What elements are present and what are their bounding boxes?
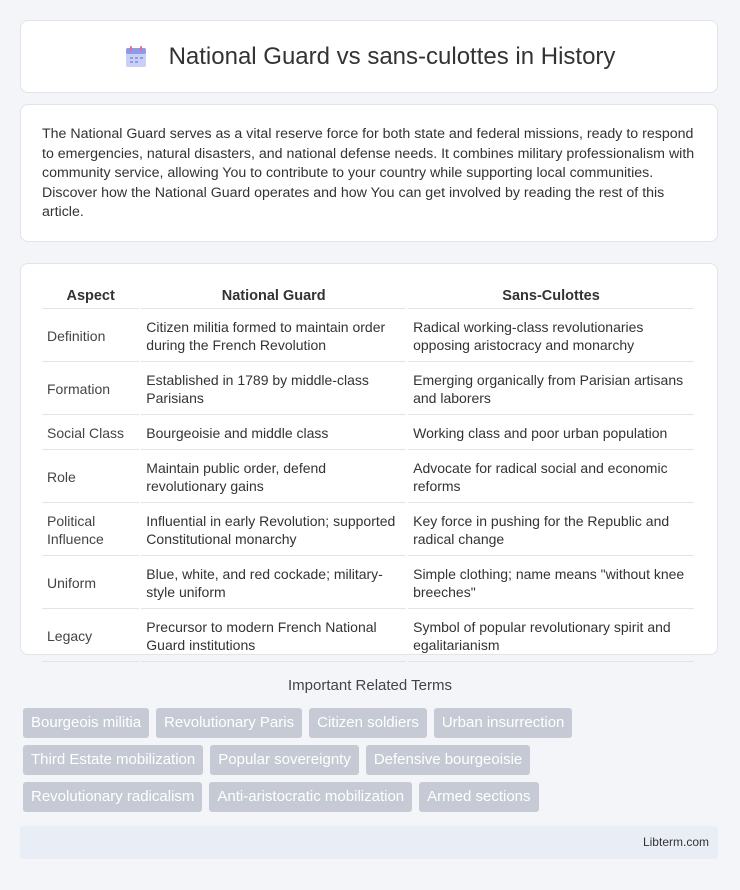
footer [20,826,718,859]
table-cell-aspect: Legacy [42,611,139,662]
table-row [42,611,694,662]
table-cell-sans-culottes: Emerging organically from Parisian artisans and laborers [408,364,694,415]
related-term-tag[interactable]: Bourgeois militia [23,708,149,738]
related-term-tag[interactable]: Urban insurrection [434,708,573,738]
related-terms-heading: Important Related Terms [288,677,452,694]
column-header-national-guard: National Guard [141,284,406,309]
page-title: National Guard vs sans-culottes in History [168,42,616,70]
related-term-tag[interactable]: Armed sections [419,782,538,812]
table-cell-aspect: Political Influence [42,505,139,556]
tag-row [23,745,723,775]
table-cell-aspect: Role [42,452,139,503]
related-term-tag[interactable]: Third Estate mobilization [23,745,203,775]
table-cell-aspect: Definition [42,311,139,362]
table-cell-aspect: Social Class [42,417,139,450]
comparison-card [20,263,718,655]
table-cell-national-guard: Blue, white, and red cockade; military-style uniform [141,558,406,609]
related-term-tag[interactable]: Citizen soldiers [309,708,427,738]
column-header-sans-culottes: Sans-Culottes [408,284,694,309]
tag-row [23,782,723,812]
related-term-tag[interactable]: Anti-aristocratic mobilization [209,782,412,812]
table-cell-sans-culottes: Key force in pushing for the Republic and radical change [408,505,694,556]
intro-paragraph: The National Guard serves as a vital reserve force for both state and federal missions, ready to respond to emergencies, natural disasters, and national defense needs. It combines military professionalism with community service, allowing You to contribute to your country while supporting local communities. Discover how the National Guard operates and how You can get involved by reading the rest of this article. [42,126,695,221]
column-header-aspect: Aspect [42,284,139,309]
table-cell-national-guard: Influential in early Revolution; supported Constitutional monarchy [141,505,406,556]
table-cell-sans-culottes: Symbol of popular revolutionary spirit and egalitarianism [408,611,694,662]
comparison-table [40,282,696,664]
intro-card [20,104,718,242]
table-row [42,452,694,503]
related-term-tag[interactable]: Revolutionary radicalism [23,782,202,812]
table-cell-aspect: Uniform [42,558,139,609]
related-term-tag[interactable]: Defensive bourgeoisie [366,745,530,775]
tag-row [23,708,723,738]
table-cell-national-guard: Maintain public order, defend revolutionary gains [141,452,406,503]
table-cell-sans-culottes: Simple clothing; name means "without knee breeches" [408,558,694,609]
table-row [42,311,694,362]
calendar-icon [123,44,149,70]
table-cell-sans-culottes: Advocate for radical social and economic reforms [408,452,694,503]
table-cell-national-guard: Citizen militia formed to maintain order during the French Revolution [141,311,406,362]
table-cell-sans-culottes: Radical working-class revolutionaries opposing aristocracy and monarchy [408,311,694,362]
table-cell-aspect: Formation [42,364,139,415]
table-cell-national-guard: Precursor to modern French National Guard institutions [141,611,406,662]
table-row [42,364,694,415]
related-terms-list [23,708,723,819]
table-cell-sans-culottes: Working class and poor urban population [408,417,694,450]
footer-site-link[interactable]: Libterm.com [642,835,709,849]
related-term-tag[interactable]: Revolutionary Paris [156,708,302,738]
table-cell-national-guard: Bourgeoisie and middle class [141,417,406,450]
table-row [42,558,694,609]
title-card [20,20,718,93]
related-term-tag[interactable]: Popular sovereignty [210,745,359,775]
table-row [42,417,694,450]
table-cell-national-guard: Established in 1789 by middle-class Parisians [141,364,406,415]
table-header-row [42,284,694,309]
table-row [42,505,694,556]
